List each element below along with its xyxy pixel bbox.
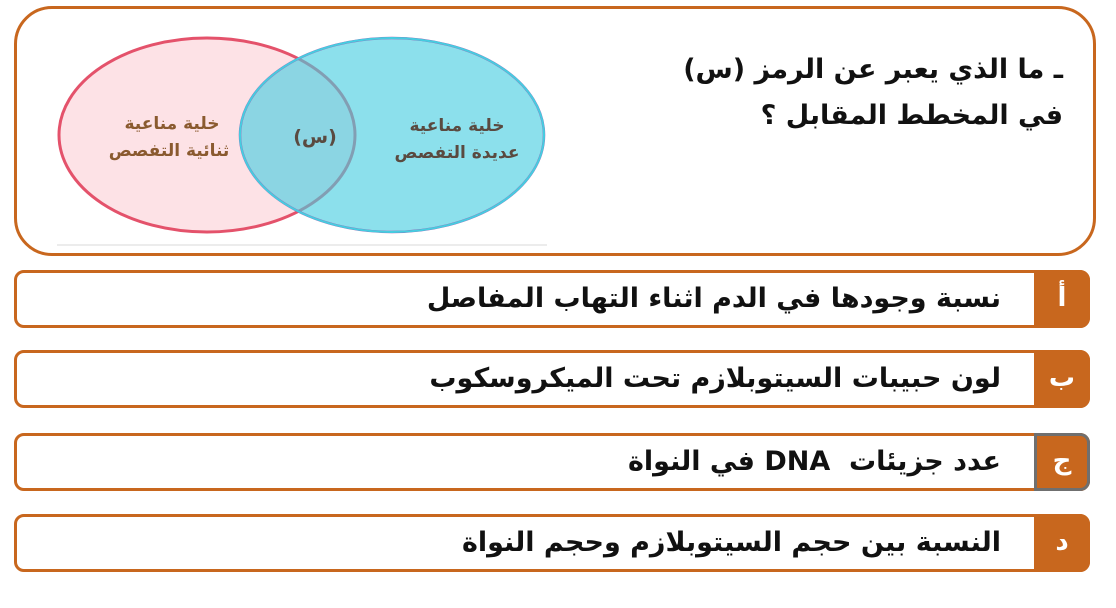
option-d[interactable] <box>14 514 1090 572</box>
question-line-2: في المخطط المقابل ؟ <box>760 100 1063 131</box>
option-c-text: عدد جزيئات DNA في النواة <box>627 446 1001 477</box>
left-set-label-line1: خلية مناعية <box>124 114 220 134</box>
option-d-text: النسبة بين حجم السيتوبلازم وحجم النواة <box>461 527 1001 558</box>
option-a-letter: أ <box>1034 270 1090 328</box>
option-c-letter: ج <box>1034 433 1090 491</box>
question-card <box>14 6 1096 256</box>
option-a-text: نسبة وجودها في الدم اثناء التهاب المفاصل <box>426 283 1001 314</box>
option-b-letter: ب <box>1034 350 1090 408</box>
option-b[interactable] <box>14 350 1090 408</box>
right-set-label-line1: خلية مناعية <box>409 116 505 136</box>
option-c[interactable] <box>14 433 1090 491</box>
option-a[interactable] <box>14 270 1090 328</box>
left-set-label-line2: ثنائية التفصص <box>108 141 230 161</box>
question-text <box>593 47 1063 139</box>
option-d-letter: د <box>1034 514 1090 572</box>
venn-diagram <box>57 35 553 247</box>
overlap-symbol-label: (س) <box>293 126 337 148</box>
option-b-text: لون حبيبات السيتوبلازم تحت الميكروسكوب <box>429 363 1001 394</box>
question-line-1: ـ ما الذي يعبر عن الرمز (س) <box>683 54 1063 85</box>
right-set-label-line2: عديدة التفصص <box>394 143 520 163</box>
